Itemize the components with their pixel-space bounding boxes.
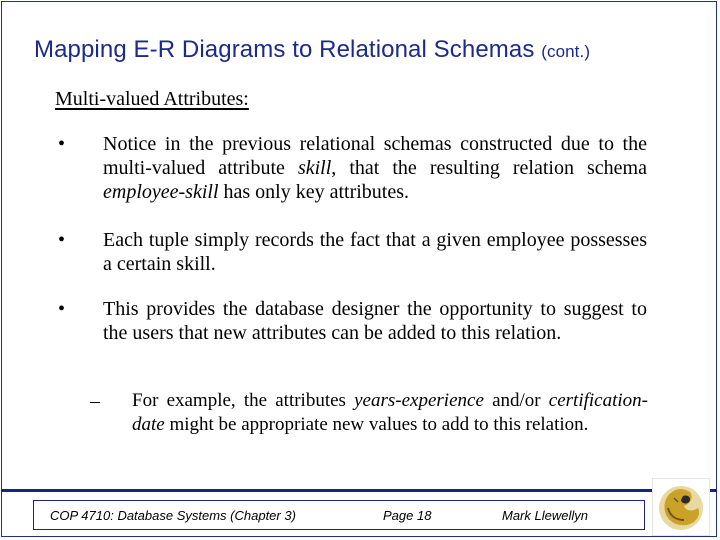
slide-title-main: Mapping E-R Diagrams to Relational Schemas: [34, 36, 535, 63]
bullet-text-part: has only key attributes.: [218, 181, 410, 203]
bullet-text: [103, 132, 647, 204]
bullet-symbol: •: [58, 298, 66, 320]
bullet-text: Each tuple simply records the fact that a given employee possesses a certain skill.: [103, 229, 647, 275]
footer-course: COP 4710: Database Systems (Chapter 3): [50, 508, 296, 523]
footer-author: Mark Llewellyn: [502, 508, 588, 523]
sub-bullet-text-part: and/or: [483, 390, 549, 411]
bullet-text-emphasis: employee-skill: [103, 181, 219, 203]
slide-title: [34, 36, 590, 64]
slide-title-suffix: (cont.): [541, 42, 591, 61]
sub-bullet-symbol: –: [90, 390, 100, 412]
bullet-symbol: •: [58, 229, 66, 251]
sub-bullet-text-emphasis: certification-date: [132, 390, 648, 435]
footer-divider: [1, 489, 717, 492]
section-heading: Multi-valued Attributes:: [55, 88, 249, 110]
bullet-symbol: •: [58, 133, 66, 155]
sub-bullet-text-part: might be appropriate new values to add to this relation.: [164, 414, 589, 435]
sub-bullet-text-emphasis: years-experience: [354, 390, 484, 411]
bullet-text: This provides the database designer the opportunity to suggest to the users that new attributes can be added to this relation.: [103, 298, 647, 344]
university-logo-icon: [652, 478, 710, 536]
bullet-text-part: , that the resulting relation schema: [331, 157, 647, 179]
footer-page: Page 18: [383, 508, 432, 523]
sub-bullet-text-part: For example, the attributes: [132, 390, 355, 411]
bullet-text-part: Notice in the previous relational schemas constructed due to the multi-valued attribute: [103, 133, 647, 179]
sub-bullet-text: [132, 389, 648, 437]
bullet-text-emphasis: skill: [297, 157, 332, 179]
